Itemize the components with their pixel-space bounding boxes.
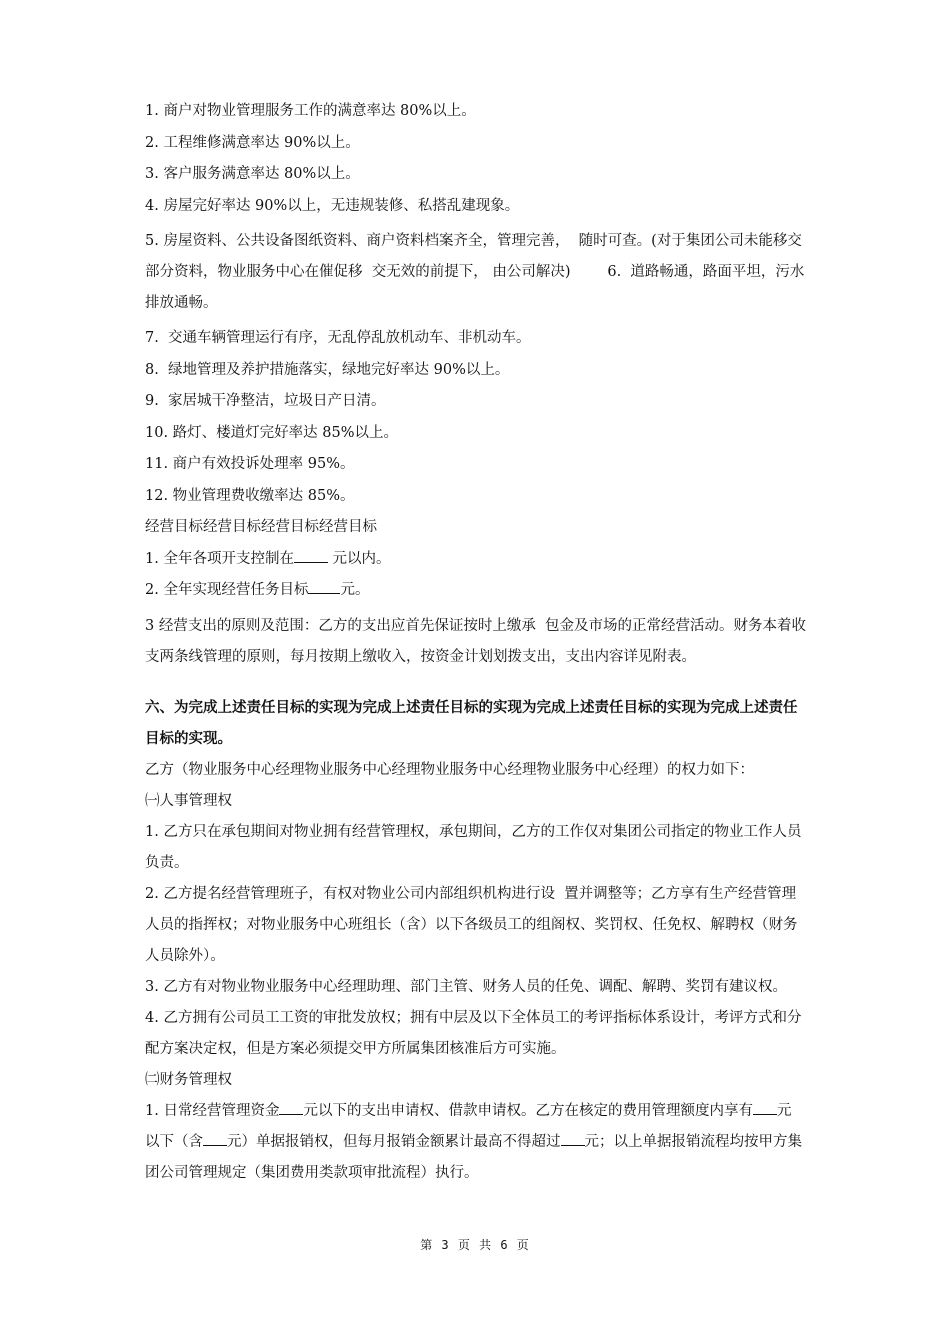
text: 2. 全年实现经营任务目标 <box>145 582 309 598</box>
fill-blank <box>203 1131 227 1146</box>
list-item: 9. 家居城干净整洁，垃圾日产日清。 <box>145 393 386 409</box>
personnel-item-4: 4. 乙方拥有公司员工工资的审批发放权；拥有中层及以下全体员工的考评指标体系设计，考评方式和分配方案决定权，但是方案必须提交甲方所属集团核准后方可实施。 <box>145 1009 802 1057</box>
list-item: 11. 商户有效投诉处理率 95%。 <box>145 456 355 472</box>
text: 1. 全年各项开支控制在 <box>145 550 294 567</box>
text: 元以下的支出申请权、借款申请权。乙方在核定的费用管理额度内享有 <box>303 1102 753 1119</box>
personnel-item-1: 1. 乙方只在承包期间对物业拥有经营管理权，承包期间，乙方的工作仅对集团公司指定的物业工作人员负责。 <box>145 823 802 871</box>
fill-blank <box>561 1131 585 1146</box>
section-heading: 六、为完成上述责任目标的实现为完成上述责任目标的实现为完成上述责任目标的实现为完成上述责任目标的实现。 <box>145 699 798 747</box>
list-item: 1. 商户对物业管理服务工作的满意率达 80%以上。 <box>145 103 476 119</box>
business-goal-1 <box>145 548 810 570</box>
fill-blank <box>308 579 340 594</box>
text: 元。 <box>340 582 370 598</box>
spacer <box>145 673 810 693</box>
document-page <box>145 100 810 1189</box>
business-goal-title: 经营目标经营目标经营目标经营目标 <box>145 519 377 535</box>
list-item: 8. 绿地管理及养护措施落实，绿地完好率达 90%以上。 <box>145 361 510 378</box>
list-item: 12. 物业管理费收缴率达 85%。 <box>145 487 355 504</box>
finance-item-1 <box>145 1096 810 1189</box>
text: 元以内。 <box>327 550 391 567</box>
list-item: 7. 交通车辆管理运行有序，无乱停乱放机动车、非机动车。 <box>145 330 531 346</box>
finance-title: ㈡财务管理权 <box>145 1071 232 1088</box>
fill-blank <box>294 548 328 563</box>
page-footer: 第 3 页 共 6 页 <box>420 1238 530 1252</box>
list-item: 2. 工程维修满意率达 90%以上。 <box>145 134 360 151</box>
text: 元）单据报销权，但每月报销金额累计最高不得超过 <box>227 1133 561 1150</box>
text: 元 以下（含 <box>145 1102 801 1150</box>
text: 1. 日常经营管理资金 <box>145 1102 280 1119</box>
business-goal-2 <box>145 579 810 601</box>
personnel-item-3: 3. 乙方有对物业物业服务中心经理助理、部门主管、财务人员的任免、调配、解聘、奖罚有建议权。 <box>145 978 787 995</box>
personnel-title: ㈠人事管理权 <box>145 792 232 809</box>
section-intro: 乙方（物业服务中心经理物业服务中心经理物业服务中心经理物业服务中心经理）的权力如下： <box>145 761 754 778</box>
personnel-item-2: 2. 乙方提名经营管理班子，有权对物业公司内部组织机构进行设 置并调整等；乙方享有生产经营管理人员的指挥权；对物业服务中心班组长（含）以下各级员工的组阁权、奖罚权、任免权、解聘权（财务人员除外）。 <box>145 885 798 964</box>
list-item: 10. 路灯、楼道灯完好率达 85%以上。 <box>145 424 399 441</box>
list-item: 4. 房屋完好率达 90%以上，无违规装修、私搭乱建现象。 <box>145 197 520 214</box>
fill-blank <box>279 1100 303 1115</box>
list-item: 3. 客户服务满意率达 80%以上。 <box>145 166 360 182</box>
business-goal-3: 3 经营支出的原则及范围：乙方的支出应首先保证按时上缴承 包金及市场的正常经营活动。财务本着收支两条线管理的原则，每月按期上缴收入，按资金计划划拨支出，支出内容详见附表。 <box>145 617 807 665</box>
text: 元；以上单据报销流程均按甲方集团公司管理规定（集团费用类款项审批流程）执行。 <box>145 1133 802 1181</box>
list-item: 5. 房屋资料、公共设备图纸资料、商户资料档案齐全，管理完善， 随时可查。(对于集团公司未能移交部分资料，物业服务中心在催促移 交无效的前提下， 由公司解决) 6. 道路畅通，路面平坦，污水排放通畅。 <box>145 233 805 311</box>
fill-blank <box>753 1100 777 1115</box>
